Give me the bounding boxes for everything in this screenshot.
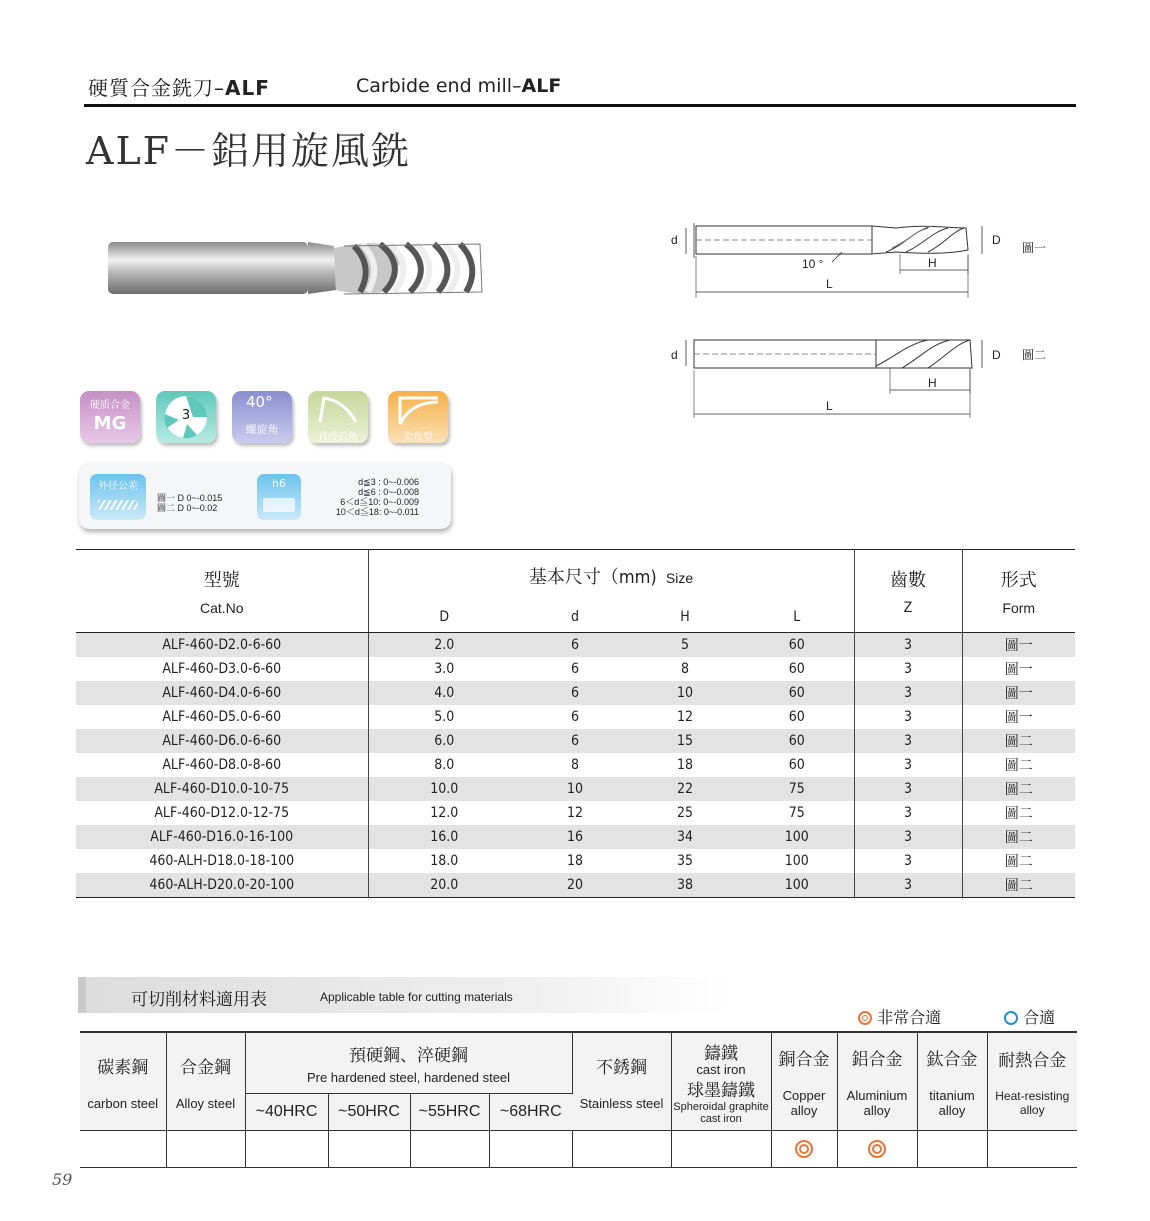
table-row [76,849,1075,873]
very-suitable-icon [858,1011,872,1025]
cell-H: 18 [676,757,694,773]
cell-form: 圖二 [962,873,1075,898]
cell-L: 100 [740,873,854,898]
fig2-D-label: D [992,348,1001,362]
cell-D: 5.0 [434,709,455,725]
col-header-teeth: 齒數 Z [854,550,962,633]
fig1-L-label: L [826,277,833,291]
col-header-model: 型號 Cat.No [76,550,368,633]
cell-d: 8 [570,757,579,773]
table-row [76,753,1075,777]
header-en-title: Carbide end mill–ALF [356,75,562,97]
cell-Z: 3 [854,753,962,777]
cell-form: 圖二 [962,729,1075,753]
cell-L: 60 [740,729,854,753]
suitable-icon [1004,1011,1018,1025]
cell-d: 6 [570,661,579,677]
shank-tol-row-2: d≦6 : 0~-0.008 [358,487,419,497]
table-row [76,777,1075,801]
subheader-D: D [368,602,520,633]
legend-very-suitable: 非常合適 [858,1005,941,1028]
cell-Z: 3 [854,849,962,873]
suit-alloy [166,1131,245,1168]
drawing-fig1 [671,223,1046,298]
cell-d: 6 [520,681,630,705]
cell-Z: 3 [854,705,962,729]
cell-H: 25 [676,805,694,821]
cell-L: 60 [740,633,854,658]
cell-cat: 460-ALH-D20.0-20-100 [76,873,368,898]
cell-H: 12 [676,709,694,725]
cell-D: 2.0 [368,633,520,658]
materials-title-en: Applicable table for cutting materials [320,990,513,1004]
cell-L: 75 [740,777,854,801]
flutes-badge: 3 [156,391,216,443]
fig2-d-label: d [671,348,678,362]
cell-L: 60 [740,681,854,705]
shank-tolerance-icon: h6 [257,474,301,520]
mat-aluminium: 鋁合金 Aluminium alloy [837,1032,917,1131]
cell-Z: 3 [854,633,962,658]
cell-form: 圖二 [962,777,1075,801]
fig1-H-label: H [928,256,937,270]
mat-copper: 銅合金 Copper alloy [771,1032,837,1131]
table-row [76,633,1075,658]
cell-H: 15 [630,729,740,753]
suit-hrc40 [245,1131,328,1168]
table-row [76,729,1075,753]
shank-tol-row-1: d≦3 : 0~-0.006 [358,477,419,487]
cell-D: 4.0 [368,681,520,705]
cell-d: 6 [520,729,630,753]
tolerance-panel [79,463,451,529]
cell-form: 圖二 [962,825,1075,849]
mat-cast-iron: 鑄鐵 cast iron 球墨鑄鐵 Spheroidal graphite cast iron [671,1032,771,1131]
subheader-L: L [740,602,854,633]
cell-Z: 3 [854,681,962,705]
od-tol-fig2: 圖二 D 0~-0.02 [157,503,218,513]
cell-H: 5 [630,633,740,658]
helix-badge: 40° 螺旋角 [232,391,292,443]
legend-suitable: 合適 [1004,1005,1055,1028]
cell-D: 18.0 [430,853,459,869]
cell-Z: 3 [854,801,962,825]
cell-d: 20 [520,873,630,898]
header-cn-title: 硬質合金銑刀–ALF [88,76,270,100]
mat-hrc-55: ~55HRC [410,1094,489,1131]
fig2-H-label: H [928,376,937,390]
suit-titanium [917,1131,987,1168]
cell-D: 16.0 [368,825,520,849]
cell-cat: ALF-460-D4.0-6-60 [76,681,368,705]
table-row [76,825,1075,849]
cell-Z: 3 [854,873,962,898]
cell-Z: 3 [854,825,962,849]
cell-D: 3.0 [434,661,455,677]
col-header-size: 基本尺寸（mm) Size [368,550,854,603]
cell-cat: ALF-460-D12.0-12-75 [76,801,368,825]
fig2-L-label: L [826,399,833,413]
cell-L: 60 [740,657,854,681]
cell-D: 8.0 [434,757,455,773]
cell-Z: 3 [854,777,962,801]
table-row [76,705,1075,729]
cell-cat: ALF-460-D16.0-16-100 [76,825,368,849]
technical-drawings [666,218,1056,423]
very-suitable-mark-aluminium [868,1140,886,1158]
fig1-angle-label: 10 ° [802,257,824,271]
table-row [76,681,1075,705]
mat-titanium: 鈦合金 titanium alloy [917,1032,987,1131]
suit-copper [771,1131,837,1168]
materials-header-edge [78,977,86,1013]
materials-title-cn: 可切削材料適用表 [131,990,267,1010]
subheader-H: H [630,602,740,633]
col-header-form: 形式 Form [962,550,1075,633]
cell-H: 8 [680,661,689,677]
cell-cat: 460-ALH-D18.0-18-100 [76,849,368,873]
mat-alloy-steel: 合金鋼 Alloy steel [166,1032,245,1131]
cell-cat: ALF-460-D6.0-6-60 [76,729,368,753]
cell-cat: ALF-460-D3.0-6-60 [76,657,368,681]
mat-hrc-50: ~50HRC [328,1094,410,1131]
od-tolerance-icon: 外径公差 [90,474,146,520]
mat-carbon-steel: 碳素鋼 carbon steel [80,1032,166,1131]
cell-H: 34 [630,825,740,849]
cell-form: 圖一 [1004,710,1033,726]
suit-stainless [572,1131,671,1168]
drawing-fig2 [671,340,1046,418]
cell-cat: ALF-460-D10.0-10-75 [76,777,368,801]
cell-D: 12.0 [430,805,459,821]
shank-tol-row-4: 10＜d≦18: 0~-0.011 [335,507,419,517]
cell-d: 12 [566,805,584,821]
mat-heat-resisting: 耐熱合金 Heat-resisting alloy [987,1032,1077,1131]
cell-L: 60 [740,705,854,729]
mat-stainless: 不銹鋼 Stainless steel [572,1032,671,1131]
suit-hrc50 [328,1131,410,1168]
cell-cat: ALF-460-D5.0-6-60 [76,705,368,729]
fig2-name: 圖二 [1022,348,1047,362]
cell-form: 圖一 [962,681,1075,705]
od-tol-fig1: 圖一 D 0~-0.015 [157,493,223,503]
material-badge: 硬质合金 MG [80,391,140,443]
table-row [76,801,1075,825]
cell-d: 6 [570,709,579,725]
cell-form: 圖二 [1004,854,1033,870]
page-number: 59 [52,1170,73,1189]
subheader-d: d [520,602,630,633]
mat-hrc-40: ~40HRC [245,1094,328,1131]
cell-cat: ALF-460-D2.0-6-60 [76,633,368,658]
relief-badge: 直线后角 [308,391,368,443]
mat-hrc-68: ~68HRC [489,1094,572,1131]
suit-heat [987,1131,1077,1168]
cell-L: 100 [740,849,854,873]
cell-form: 圖二 [1004,806,1033,822]
cell-H: 35 [676,853,694,869]
cell-d: 10 [520,777,630,801]
cell-cat: ALF-460-D8.0-8-60 [76,753,368,777]
sharp-corner-icon [394,394,442,426]
fig1-d-label: d [671,233,678,247]
cell-form: 圖二 [1004,758,1033,774]
cell-D: 10.0 [368,777,520,801]
end-mill-photo [104,236,484,300]
very-suitable-mark-copper [795,1140,813,1158]
relief-angle-icon [314,394,362,424]
cell-d: 16 [520,825,630,849]
cell-d: 18 [566,853,584,869]
page-title: ALF－鋁用旋風銑 [86,129,412,173]
spec-table [76,549,1075,898]
cell-D: 20.0 [368,873,520,898]
cell-Z: 3 [854,729,962,753]
spec-table-body [76,633,1075,898]
fig1-name: 圖一 [1022,241,1047,255]
cell-form: 圖一 [1004,662,1033,678]
shank-tol-row-3: 6＜d≦10: 0~-0.009 [340,497,419,507]
cell-H: 10 [630,681,740,705]
cell-d: 6 [520,633,630,658]
suit-hrc55 [410,1131,489,1168]
table-row [76,657,1075,681]
suit-castiron [671,1131,771,1168]
tip-badge: 尖角型 [388,391,448,443]
suit-carbon [80,1131,166,1168]
suitability-row [80,1131,1077,1168]
cell-D: 6.0 [368,729,520,753]
cell-L: 100 [740,825,854,849]
cell-form: 圖一 [962,633,1075,658]
cell-L: 60 [740,753,854,777]
cell-L: 75 [740,801,854,825]
cell-H: 38 [630,873,740,898]
cell-H: 22 [630,777,740,801]
suit-aluminium [837,1131,917,1168]
page-header [84,70,1076,107]
mat-hardened-steel: 預硬鋼、淬硬鋼 Pre hardened steel, hardened steel [245,1032,572,1094]
cell-Z: 3 [854,657,962,681]
suit-hrc68 [489,1131,572,1168]
fig1-D-label: D [992,233,1001,247]
table-row [76,873,1075,898]
materials-table [80,1031,1077,1168]
